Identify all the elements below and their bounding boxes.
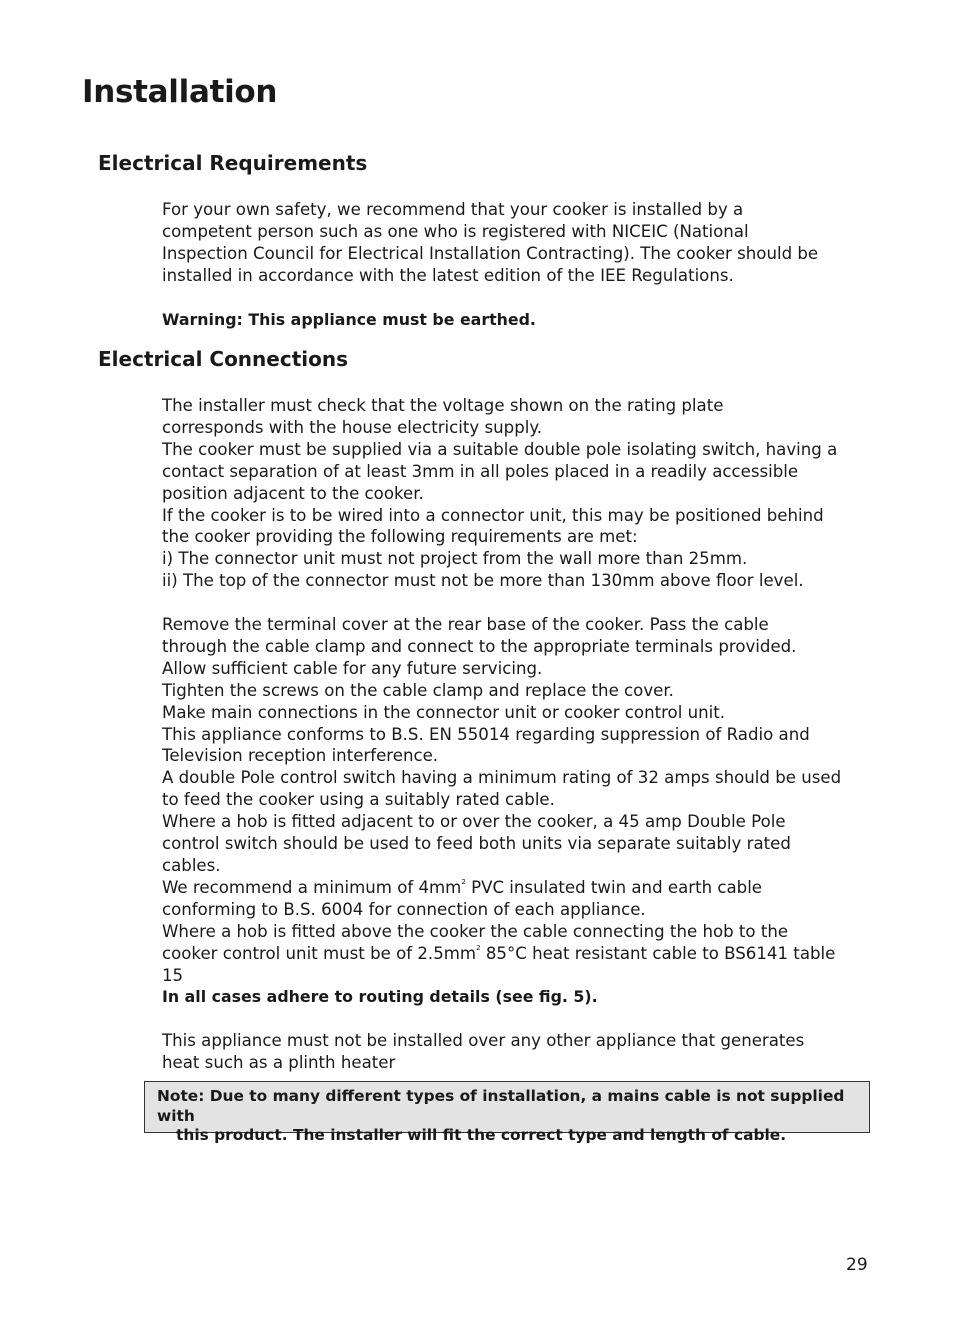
hob-cable-line xyxy=(162,943,874,965)
paragraph-line: For your own safety, we recommend that your cooker is installed by a xyxy=(162,200,744,219)
paragraph-line: to feed the cooker using a suitably rated cable. xyxy=(162,790,555,810)
paragraph-line: competent person such as one who is registered with NICEIC (National xyxy=(162,221,749,241)
page-number: 29 xyxy=(846,1255,868,1275)
recommend-text-a: We recommend a minimum of 4mm xyxy=(162,877,462,897)
paragraph-line: Tighten the screws on the cable clamp and replace the cover. xyxy=(162,680,674,700)
paragraph-line: control switch should be used to feed both units via separate suitably rated xyxy=(162,834,791,854)
electrical-requirements-text xyxy=(162,199,874,330)
paragraph-line: Make main connections in the connector unit or cooker control unit. xyxy=(162,702,726,722)
hob-text-a: cooker control unit must be of 2.5mm xyxy=(162,943,477,963)
paragraph-line: 15 xyxy=(162,965,184,985)
electrical-requirements-heading: Electrical Requirements xyxy=(98,151,368,175)
paragraph-line: installed in accordance with the latest edition of the IEE Regulations. xyxy=(162,265,734,285)
paragraph-line: Television reception interference. xyxy=(162,746,439,766)
paragraph-line: the cooker providing the following requirements are met: xyxy=(162,527,638,547)
note-line: this product. The installer will fit the correct type and length of cable. xyxy=(176,1126,787,1144)
paragraph-line: A double Pole control switch having a minimum rating of 32 amps should be used xyxy=(162,768,842,788)
paragraph-line: This appliance conforms to B.S. EN 55014 regarding suppression of Radio and xyxy=(162,724,810,744)
paragraph-line: position adjacent to the cooker. xyxy=(162,483,424,503)
paragraph-line: The installer must check that the voltage shown on the rating plate xyxy=(162,396,724,415)
earthing-warning: Warning: This appliance must be earthed. xyxy=(162,309,536,329)
paragraph-line: heat such as a plinth heater xyxy=(162,1053,396,1073)
superscript: 2 xyxy=(461,877,466,886)
paragraph-line: Allow sufficient cable for any future servicing. xyxy=(162,658,543,678)
paragraph-line: ii) The top of the connector must not be more than 130mm above floor level. xyxy=(162,571,804,591)
paragraph-line: Remove the terminal cover at the rear base of the cooker. Pass the cable xyxy=(162,615,769,635)
paragraph-line: contact separation of at least 3mm in all poles placed in a readily accessible xyxy=(162,461,799,481)
paragraph-line: conforming to B.S. 6004 for connection of each appliance. xyxy=(162,899,646,919)
hob-text-b: 85°C heat resistant cable to BS6141 table xyxy=(480,943,836,963)
electrical-connections-text xyxy=(162,395,874,1074)
paragraph-line: i) The connector unit must not project from the wall more than 25mm. xyxy=(162,549,748,569)
note-line: Note: Due to many different types of installation, a mains cable is not supplied with xyxy=(157,1087,845,1125)
paragraph-line: Where a hob is fitted adjacent to or over the cooker, a 45 amp Double Pole xyxy=(162,812,786,832)
recommend-line xyxy=(162,877,874,899)
paragraph-line: If the cooker is to be wired into a connector unit, this may be positioned behind xyxy=(162,505,824,525)
paragraph-line: cables. xyxy=(162,856,221,876)
electrical-connections-heading: Electrical Connections xyxy=(98,347,348,371)
page-title: Installation xyxy=(82,74,278,110)
superscript: 2 xyxy=(476,943,481,952)
paragraph-line: through the cable clamp and connect to the appropriate terminals provided. xyxy=(162,636,797,656)
paragraph-line: Inspection Council for Electrical Installation Contracting). The cooker should be xyxy=(162,243,819,263)
paragraph-line: Where a hob is fitted above the cooker the cable connecting the hob to the xyxy=(162,921,789,941)
cable-note-box xyxy=(144,1081,870,1144)
paragraph-line: corresponds with the house electricity supply. xyxy=(162,417,543,437)
recommend-text-b: PVC insulated twin and earth cable xyxy=(465,877,763,897)
routing-note: In all cases adhere to routing details (see fig. 5). xyxy=(162,987,598,1007)
paragraph-line: This appliance must not be installed over any other appliance that generates xyxy=(162,1031,805,1051)
paragraph-line: The cooker must be supplied via a suitable double pole isolating switch, having a xyxy=(162,439,838,459)
